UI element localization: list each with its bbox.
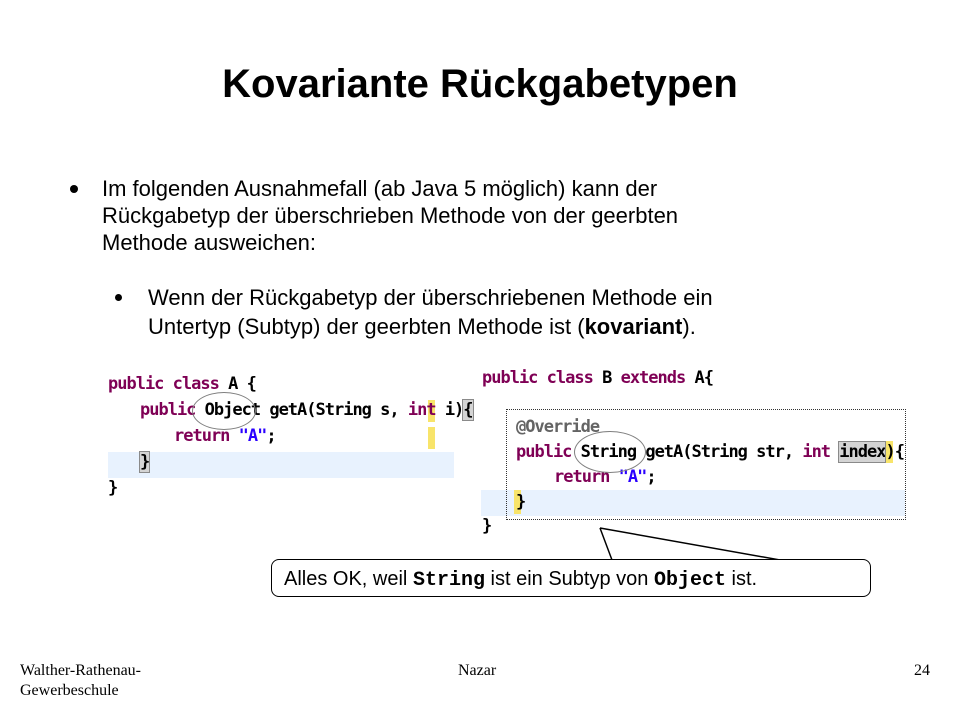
code-text: A{ — [685, 368, 713, 388]
callout-box — [271, 559, 871, 597]
bullet-marker — [70, 185, 78, 193]
code-text: B — [592, 368, 621, 388]
bullet-2-line-2-post: ). — [682, 314, 696, 339]
string-literal: "A" — [618, 467, 647, 487]
code-text: } — [108, 478, 118, 498]
code-b-line-5 — [516, 490, 525, 515]
param-highlight: index — [839, 442, 886, 462]
keyword: public — [516, 442, 572, 462]
sub-bullet-marker — [115, 294, 122, 301]
bullet-text-2 — [148, 283, 888, 341]
string-literal: "A" — [238, 426, 267, 446]
keyword: int — [407, 400, 436, 420]
bullet-1-line-3: Methode ausweichen: — [102, 230, 317, 255]
bullet-1-line-2: Rückgabetyp der überschrieben Methode von der geerbten — [102, 203, 679, 228]
override-annotation: @Override — [516, 417, 600, 437]
slide-title: Kovariante Rückgabetypen — [222, 62, 738, 106]
callout-text-mid: ist ein Subtyp von — [484, 568, 654, 590]
kovariant-term: kovariant — [584, 314, 683, 339]
callout-text-pre: Alles OK, weil — [284, 568, 413, 590]
callout-code-object: Object — [653, 569, 726, 592]
code-snippet-class-a — [108, 372, 473, 507]
keyword: return — [174, 426, 230, 446]
keyword: public — [482, 368, 538, 388]
code-text: getA(String s, — [260, 400, 408, 420]
code-snippet-class-b — [482, 366, 912, 541]
footer-school-line-1: Walther-Rathenau- — [20, 662, 141, 679]
code-text: i) — [435, 400, 464, 420]
keyword: class — [172, 374, 219, 394]
page-number: 24 — [914, 662, 930, 679]
brace-match: } — [140, 452, 150, 472]
bullet-2-line-1: Wenn der Rückgabetyp der überschriebenen Methode ein — [148, 285, 713, 310]
code-b-line-6 — [482, 514, 491, 539]
code-text: ) — [885, 442, 895, 462]
callout-code-string: String — [412, 569, 485, 592]
code-text: ; — [266, 426, 276, 446]
code-a-line-5 — [108, 476, 117, 501]
keyword: public — [140, 400, 196, 420]
code-text: A { — [218, 374, 256, 394]
code-b-line-1 — [482, 366, 713, 391]
code-a-line-2 — [140, 398, 473, 423]
bullet-2-line-2-pre: Untertyp (Subtyp) der geerbten Methode ist ( — [148, 314, 585, 339]
footer-school — [20, 661, 141, 701]
code-a-line-4 — [140, 450, 149, 475]
code-text: getA(String str, — [636, 442, 803, 462]
keyword: extends — [620, 368, 686, 388]
bullet-text-1 — [102, 175, 862, 256]
footer-school-line-2: Gewerbeschule — [20, 682, 119, 699]
callout-text-post: ist. — [725, 568, 758, 590]
keyword: public — [108, 374, 164, 394]
brace-match: { — [463, 400, 473, 420]
keyword: class — [546, 368, 593, 388]
footer-author: Nazar — [458, 662, 497, 679]
bullet-2-line-2 — [148, 312, 888, 341]
code-text: { — [894, 442, 904, 462]
code-text: ; — [646, 467, 656, 487]
code-text: } — [516, 492, 526, 512]
bullet-1-line-1: Im folgenden Ausnahmefall (ab Java 5 möglich) kann der — [102, 176, 658, 201]
keyword: int — [802, 442, 831, 462]
highlight-circle-string — [574, 431, 646, 473]
code-text: } — [482, 516, 492, 536]
keyword: return — [554, 467, 610, 487]
return-type-string: String — [580, 442, 637, 462]
highlight-circle-object — [192, 392, 256, 430]
return-type-object: Object — [204, 400, 261, 420]
